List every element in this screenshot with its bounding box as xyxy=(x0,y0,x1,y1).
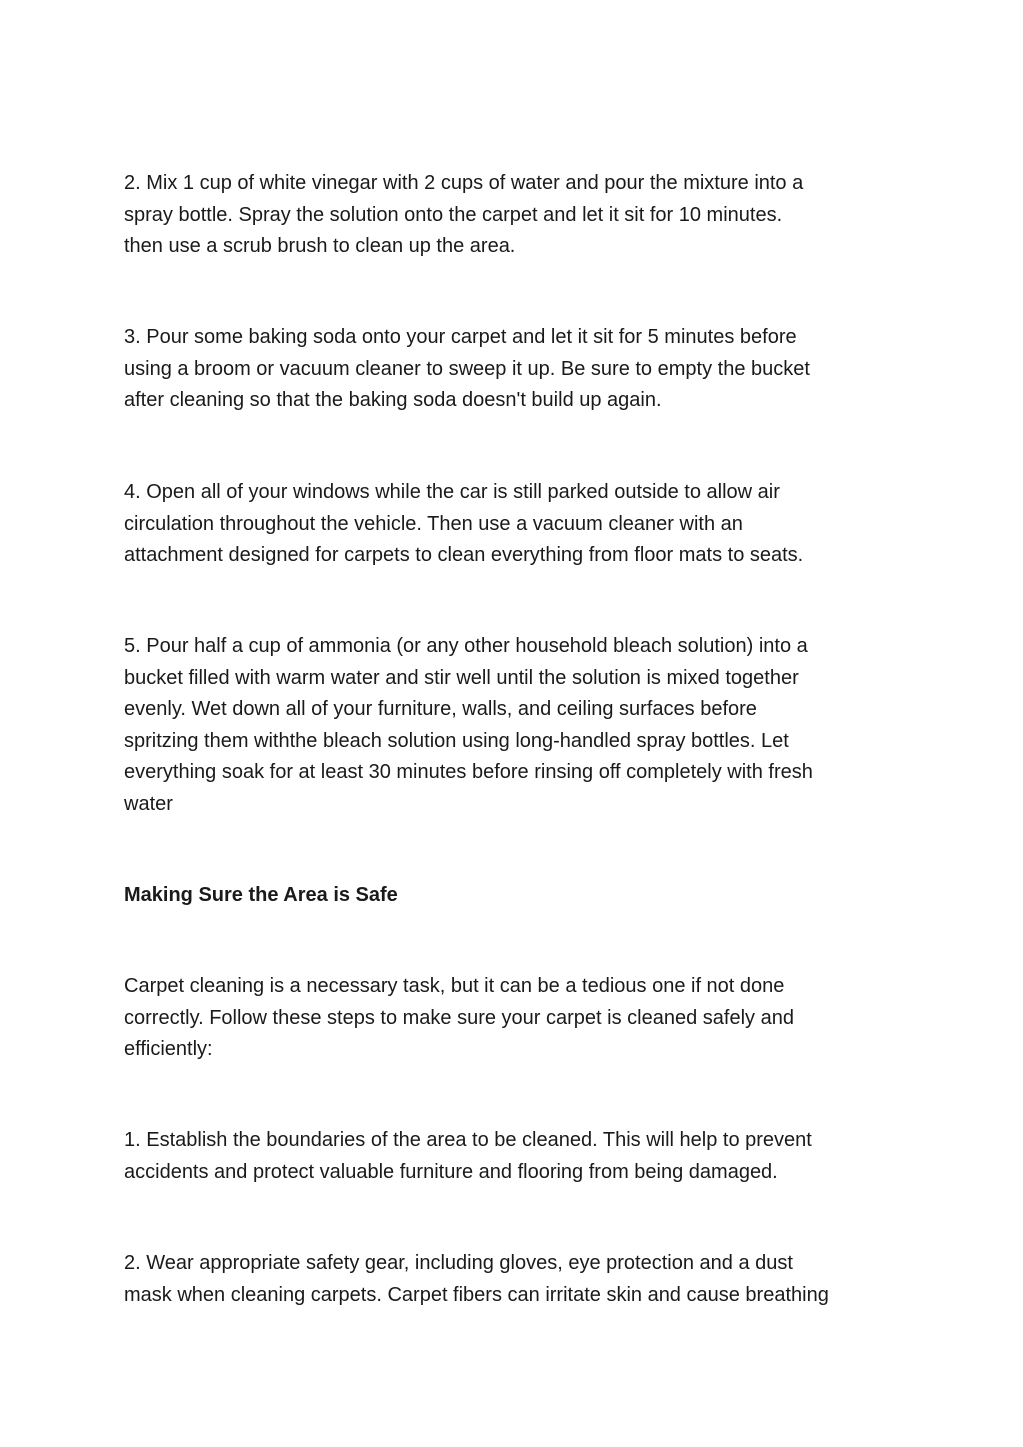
paragraph-intro: Carpet cleaning is a necessary task, but it can be a tedious one if not done correctly. Follow these steps to make sure your carpet is cleaned safely and efficiently: xyxy=(124,975,794,1060)
paragraph-safety-step-1: 1. Establish the boundaries of the area to be cleaned. This will help to prevent accidents and protect valuable furniture and flooring from being damaged. xyxy=(124,1129,812,1183)
paragraph-step-2-vinegar: 2. Mix 1 cup of white vinegar with 2 cups of water and pour the mixture into a spray bottle. Spray the solution onto the carpet and let it sit for 10 minutes. then use a scrub brush to clean up the area. xyxy=(124,172,804,257)
paragraph-safety-step-2: 2. Wear appropriate safety gear, including gloves, eye protection and a dust mask when cleaning carpets. Carpet fibers can irritate skin and cause breathing xyxy=(124,1252,829,1306)
paragraph-step-4-windows: 4. Open all of your windows while the car is still parked outside to allow air circulation throughout the vehicle. Then use a vacuum cleaner with an attachment designed for carpets to clean everything from floor mats to seats. xyxy=(124,481,804,566)
paragraph-step-3-baking-soda: 3. Pour some baking soda onto your carpet and let it sit for 5 minutes before using a broom or vacuum cleaner to sweep it up. Be sure to empty the bucket after cleaning so that the baking soda doesn't build up again. xyxy=(124,326,810,411)
section-heading: Making Sure the Area is Safe xyxy=(124,884,398,906)
paragraph-step-5-ammonia: 5. Pour half a cup of ammonia (or any other household bleach solution) into a bucket filled with warm water and stir well until the solution is mixed together evenly. Wet down all of your furniture, walls, and ceiling surfaces before spritzing them withthe bleach solution using long-handled spray bottles. Let everything soak for at least 30 minutes before rinsing off completely with fresh water xyxy=(124,635,813,815)
